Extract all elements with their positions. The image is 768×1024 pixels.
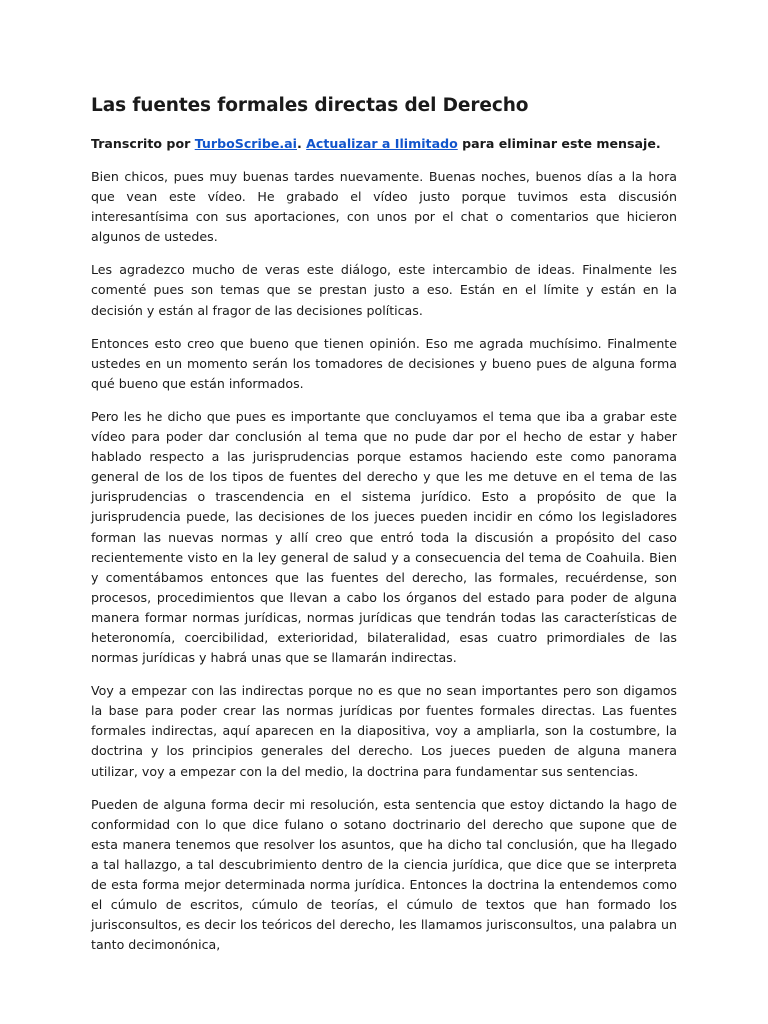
banner-suffix: para eliminar este mensaje. [457, 136, 661, 151]
turboscribe-link[interactable]: TurboScribe.ai [194, 136, 297, 151]
document-title: Las fuentes formales directas del Derecho [91, 95, 529, 116]
banner-separator: . [296, 136, 307, 151]
document-page [91, 94, 677, 968]
paragraph-6: Pueden de alguna forma decir mi resolución, esta sentencia que estoy dictando la hago de conformidad con lo que dice fulano o sotano doctrinario del derecho que supone que de esta manera tenemos que resolver los asuntos, que ha dicho tal conclusión, que ha llegado a tal hallazgo, a tal descubrimiento dentro de la ciencia jurídica, que dice que se interpreta de esta forma mejor determinada norma jurídica. Entonces la doctrina la entendemos como el cúmulo de escritos, cúmulo de teorías, el cúmulo de textos que han formado los jurisconsultos, es decir los teóricos del derecho, les llamamos jurisconsultos, una palabra un tanto decimonónica, [91, 796, 677, 953]
upgrade-unlimited-link[interactable]: Actualizar a Ilimitado [306, 136, 458, 151]
banner-prefix: Transcrito por [91, 136, 195, 151]
paragraph-2: Les agradezco mucho de veras este diálogo, este intercambio de ideas. Finalmente les comenté pues son temas que se prestan justo a eso. Están en el límite y están en la decisión y están al fragor de las decisiones políticas. [91, 262, 677, 318]
paragraph-1: Bien chicos, pues muy buenas tardes nuevamente. Buenas noches, buenos días a la hora que vean este vídeo. He grabado el vídeo justo porque tuvimos esta discusión interesantísima con sus aportaciones, con unos por el chat o comentarios que hicieron algunos de ustedes. [91, 169, 677, 245]
paragraph-5: Voy a empezar con las indirectas porque no es que no sean importantes pero son digamos la base para poder crear las normas jurídicas por fuentes formales directas. Las fuentes formales indirectas, aquí aparecen en la diapositiva, voy a ampliarla, son la costumbre, la doctrina y los principios generales del derecho. Los jueces pueden de alguna manera utilizar, voy a empezar con la del medio, la doctrina para fundamentar sus sentencias. [91, 683, 677, 779]
paragraph-4: Pero les he dicho que pues es importante que concluyamos el tema que iba a grabar este vídeo para poder dar conclusión al tema que no pude dar por el hecho de estar y haber hablado respecto a las jurisprudencias porque estamos haciendo este como panorama general de los de los tipos de fuentes del derecho y que les me detuve en el tema de las jurisprudencias o trascendencia en el sistema jurídico. Esto a propósito de que la jurisprudencia puede, las decisiones de los jueces pueden incidir en cómo los legisladores forman las nuevas normas y allí creo que entró toda la discusión a propósito del caso recientemente visto en la ley general de salud y a consecuencia del tema de Coahuila. Bien y comentábamos entonces que las fuentes del derecho, las formales, recuérdense, son procesos, procedimientos que llevan a cabo los órganos del estado para poder de alguna manera formar normas jurídicas, normas jurídicas que tendrán todas las características de heteronomía, coercibilidad, exterioridad, bilateralidad, esas cuatro primordiales de las normas jurídicas y habrá unas que se llamarán indirectas. [91, 408, 677, 666]
transcription-banner [91, 134, 677, 154]
paragraph-3: Entonces esto creo que bueno que tienen opinión. Eso me agrada muchísimo. Finalmente ustedes en un momento serán los tomadores de decisiones y bueno pues de alguna forma qué bueno que están informados. [91, 335, 677, 391]
